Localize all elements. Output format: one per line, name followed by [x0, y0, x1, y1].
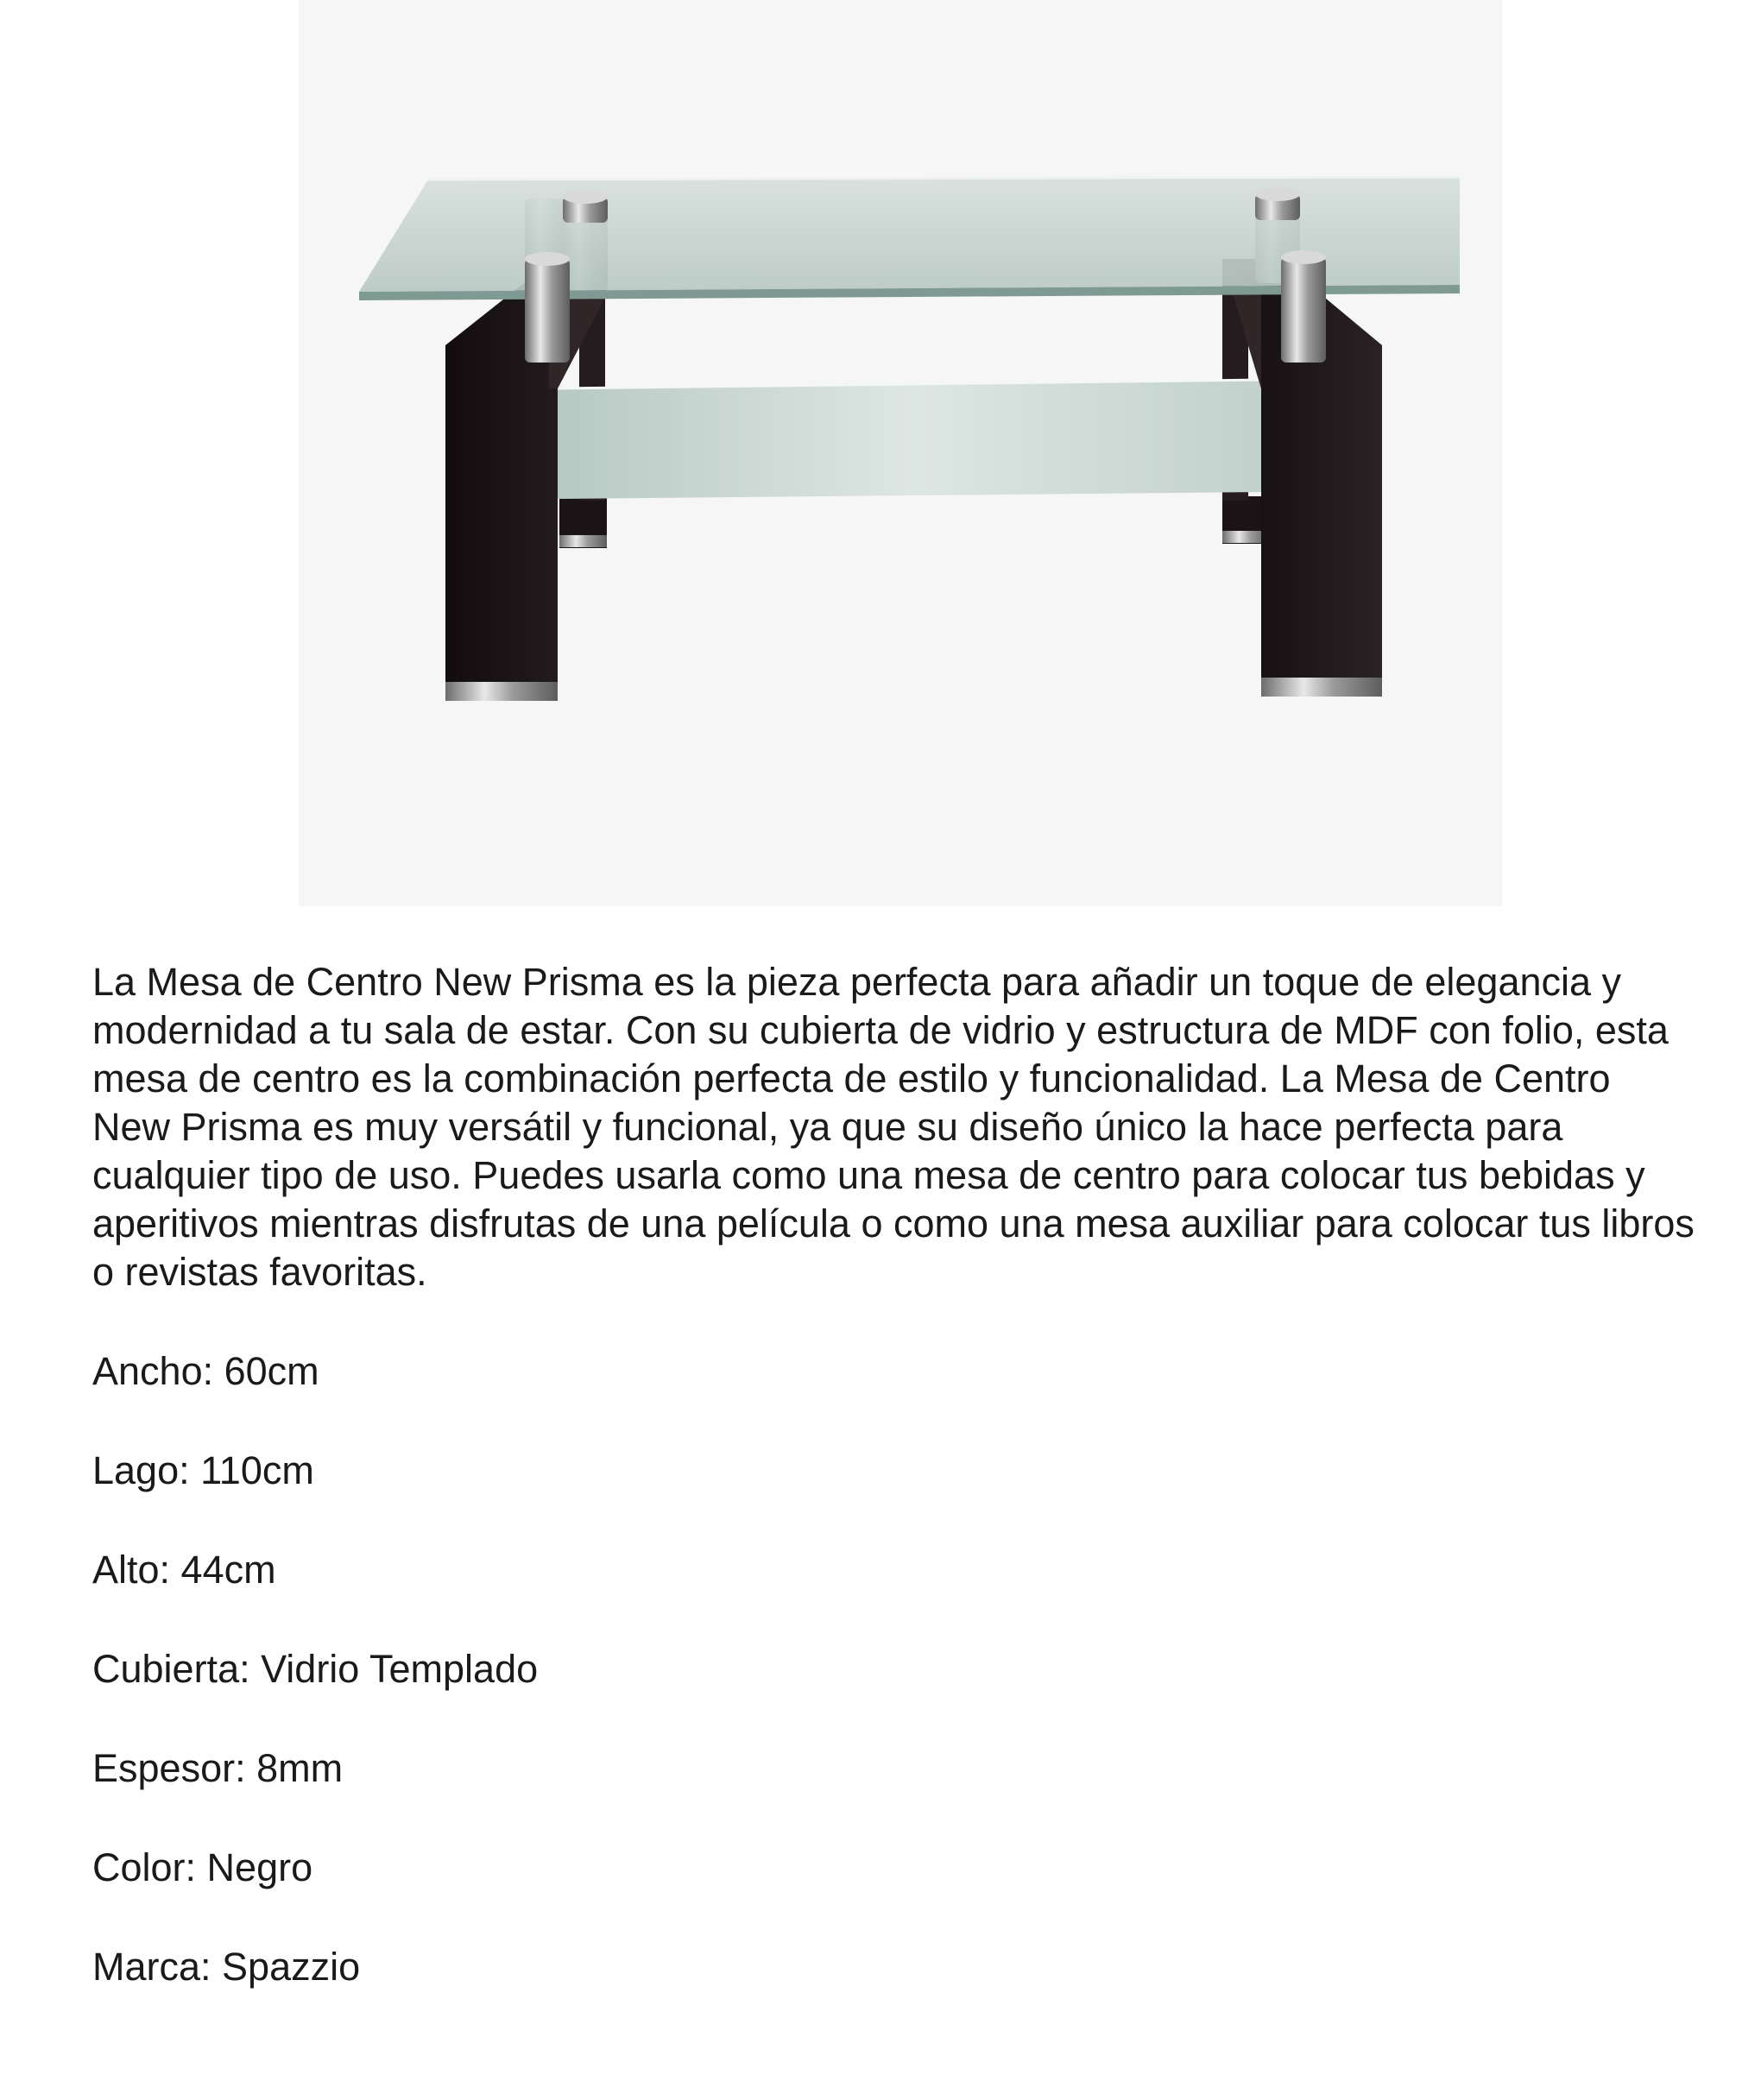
spec-top-material: Cubierta: Vidrio Templado: [92, 1647, 539, 1691]
spec-thickness: Espesor: 8mm: [92, 1746, 344, 1790]
product-image: [299, 0, 1502, 906]
spec-height: Alto: 44cm: [92, 1548, 276, 1592]
product-details: [92, 958, 1698, 2042]
spec-list: [92, 1347, 1698, 1991]
glass-coffee-table-photo: [299, 0, 1502, 906]
spec-color: Color: Negro: [92, 1845, 313, 1889]
spec-brand: Marca: Spazzio: [92, 1945, 361, 1989]
lower-glass-shelf: [558, 380, 1266, 499]
spec-width: Ancho: 60cm: [92, 1349, 319, 1393]
product-description: La Mesa de Centro New Prisma es la pieza perfecta para añadir un toque de elegancia y modernidad a tu sala de estar. Con su cubierta de vidrio y estructura de MDF con folio, esta mesa de centro es la combinación perfecta de estilo y funcionalidad. La Mesa de Centro New Prisma es muy versátil y funcional, ya que su diseño único la hace perfecta para cualquier tipo de uso. Puedes usarla como una mesa de centro para colocar tus bebidas y aperitivos mientras disfrutas de una película o como una mesa auxiliar para colocar tus libros o revistas favoritas.: [92, 960, 1695, 1294]
spec-length: Lago: 110cm: [92, 1448, 314, 1492]
